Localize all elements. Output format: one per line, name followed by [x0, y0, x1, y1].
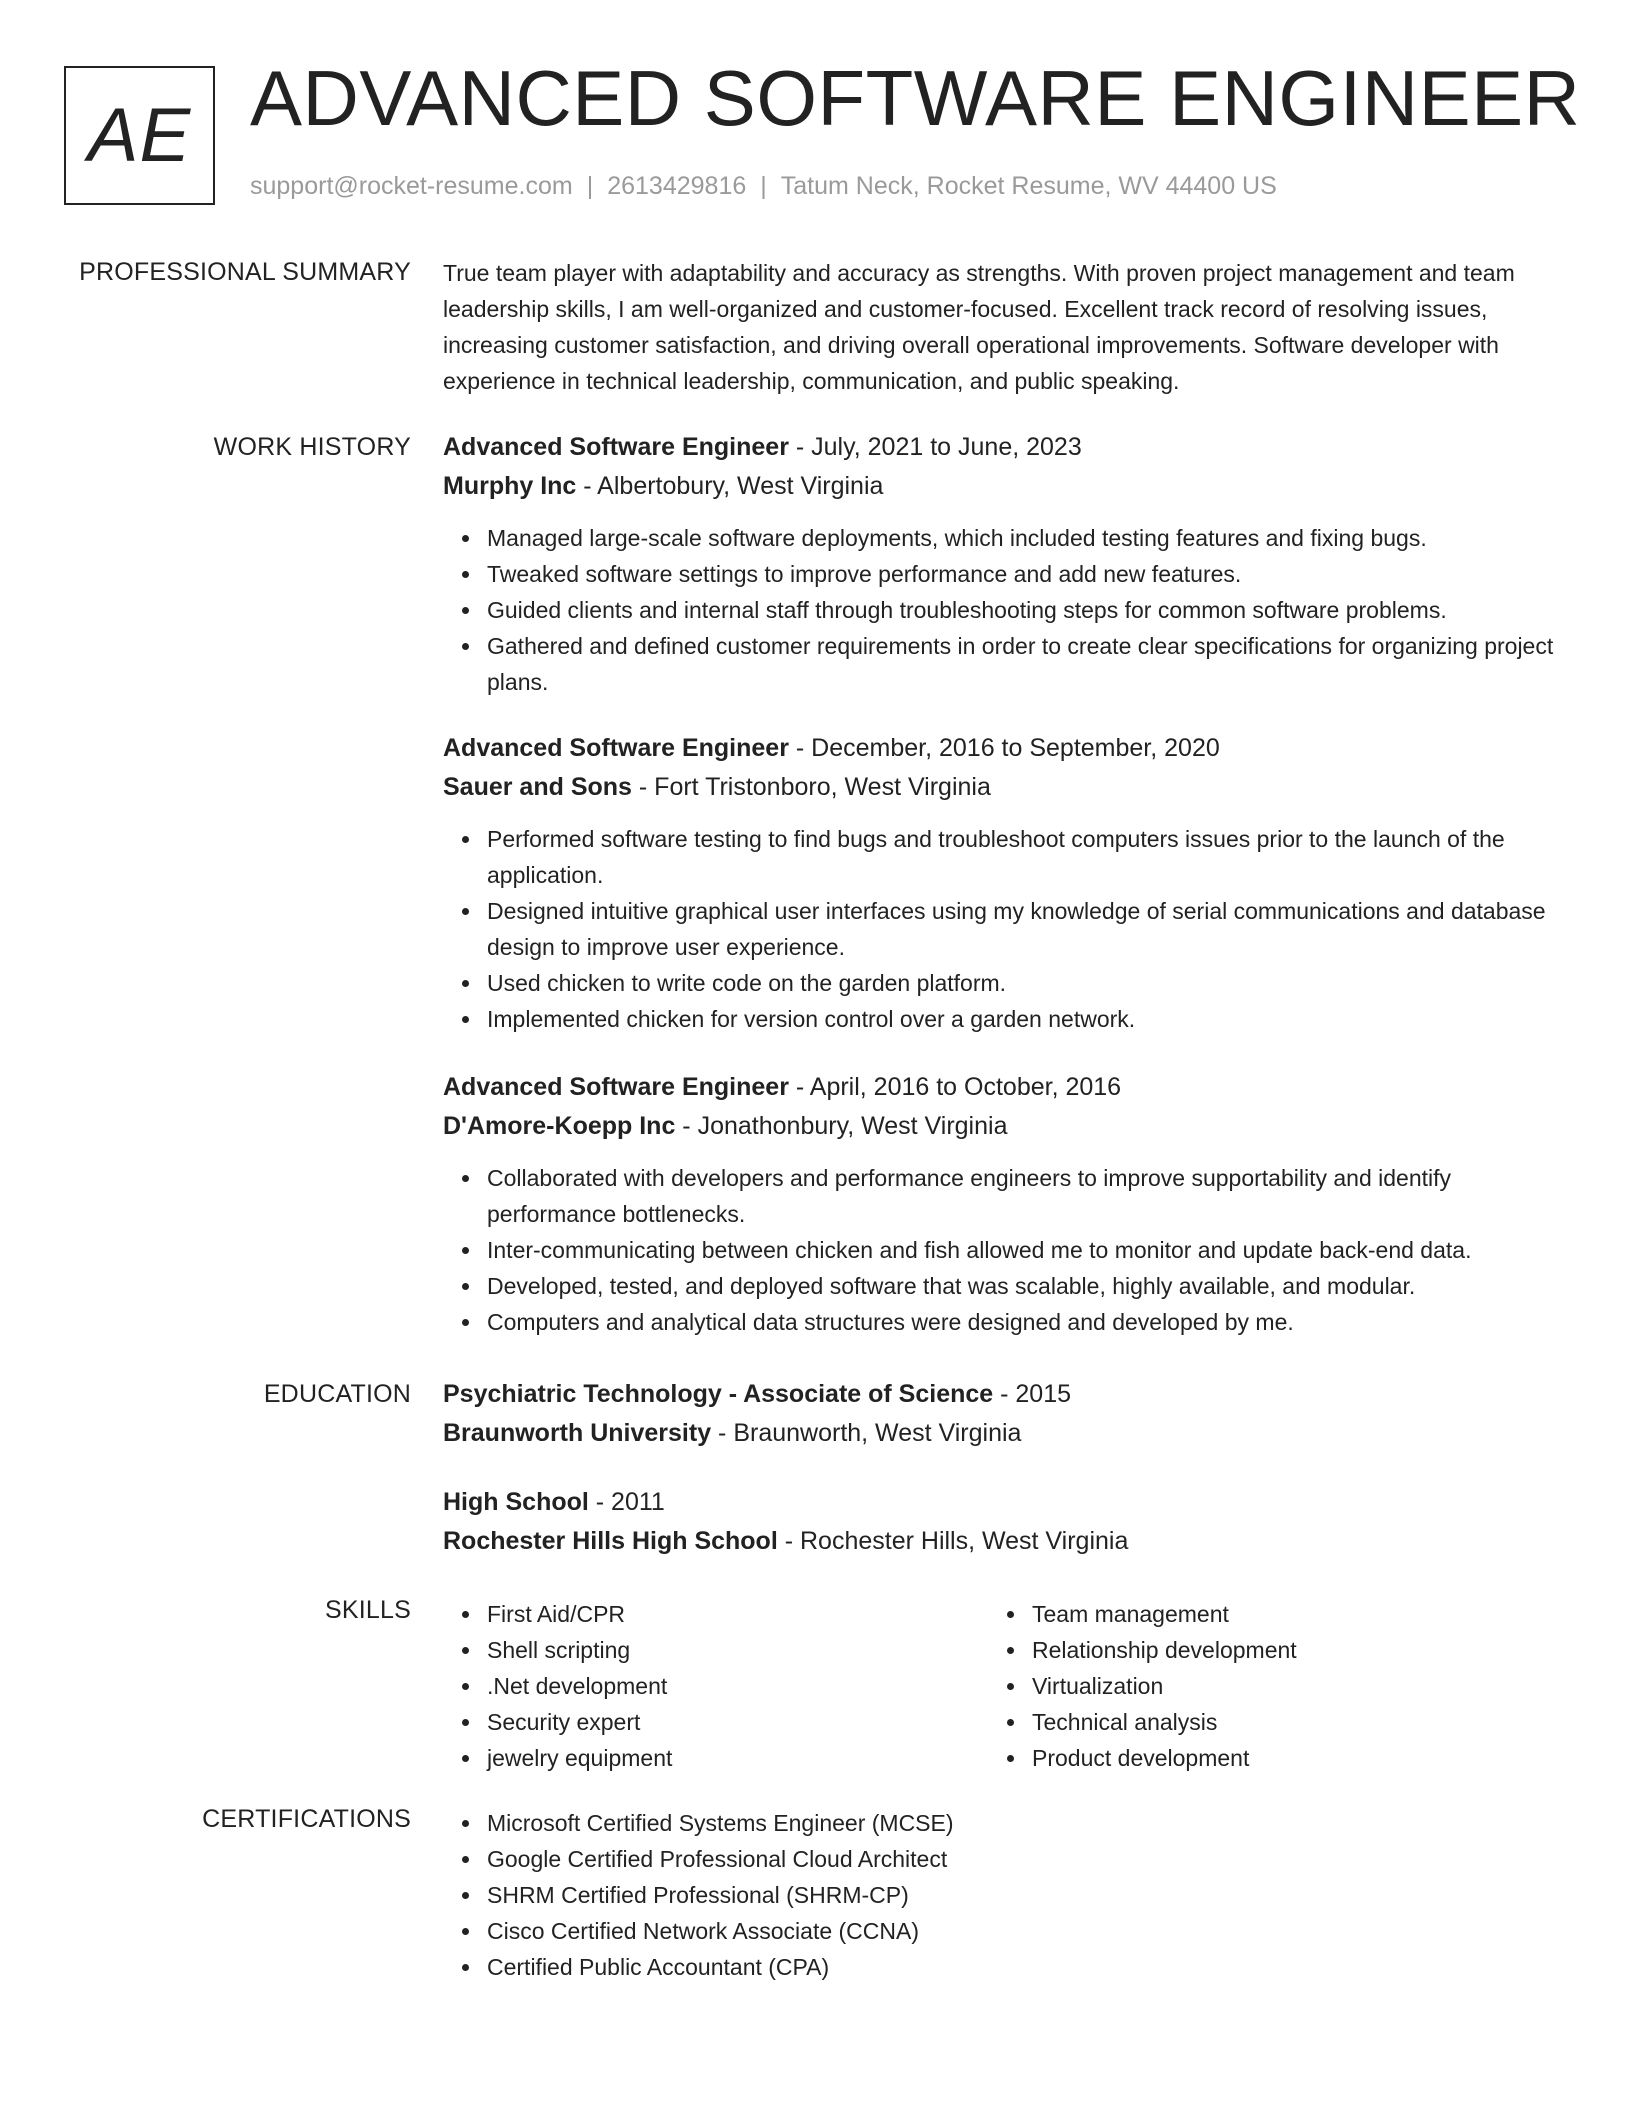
certification-item: Certified Public Accountant (CPA) — [487, 1949, 1563, 1985]
job-bullet: Collaborated with developers and performance engineers to improve supportability and identify performance bottlenecks. — [487, 1160, 1563, 1232]
skill-item: Team management — [1032, 1596, 1533, 1632]
section-label-certifications: CERTIFICATIONS — [202, 1805, 411, 1833]
section-label-education: EDUCATION — [263, 1380, 411, 1408]
education-school: Braunworth University — [443, 1419, 712, 1447]
job-dates: - April, 2016 to October, 2016 — [788, 1073, 1122, 1101]
education-year: - 2015 — [993, 1380, 1072, 1408]
job-entry — [443, 1068, 1563, 1340]
job-bullet: Managed large-scale software deployments, which included testing features and fixing bugs. — [487, 520, 1563, 556]
certifications-section — [443, 1805, 1563, 1985]
contact-phone[interactable]: 2613429816 — [607, 172, 747, 200]
education-entry — [443, 1483, 1563, 1561]
job-company-line — [443, 768, 1563, 807]
skill-item: Technical analysis — [1032, 1704, 1533, 1740]
job-title-line — [443, 729, 1563, 768]
education-degree: High School — [443, 1488, 589, 1516]
resume-title: ADVANCED SOFTWARE ENGINEER — [250, 54, 1581, 142]
education-degree-line — [443, 1483, 1563, 1522]
education-school-line — [443, 1522, 1563, 1561]
job-title: Advanced Software Engineer — [443, 734, 789, 762]
job-title-line — [443, 1068, 1563, 1107]
education-degree: Psychiatric Technology - Associate of Science — [443, 1380, 994, 1408]
summary-text: True team player with adaptability and accuracy as strengths. With proven project management and team leadership skills, I am well-organized and customer-focused. Excellent track record of resolving issues, increasing customer satisfaction, and driving overall operational improvements. Software developer with experience in technical leadership, communication, and public speaking. — [443, 260, 1515, 394]
job-company-line — [443, 467, 1563, 506]
job-entry — [443, 729, 1563, 1037]
job-title: Advanced Software Engineer — [443, 433, 789, 461]
job-bullet: Inter-communicating between chicken and fish allowed me to monitor and update back-end data. — [487, 1232, 1563, 1268]
job-dates: - July, 2021 to June, 2023 — [788, 433, 1082, 461]
skill-item: Virtualization — [1032, 1668, 1533, 1704]
job-title: Advanced Software Engineer — [443, 1073, 789, 1101]
skill-item: Security expert — [487, 1704, 988, 1740]
contact-email[interactable]: support@rocket-resume.com — [250, 172, 573, 200]
contact-separator: | — [760, 172, 767, 200]
skill-item: jewelry equipment — [487, 1740, 988, 1776]
job-bullet: Gathered and defined customer requirements in order to create clear specifications for organizing project plans. — [487, 628, 1563, 700]
education-entry — [443, 1375, 1563, 1453]
contact-line — [250, 172, 1277, 201]
skill-item: Relationship development — [1032, 1632, 1533, 1668]
summary-section — [443, 255, 1563, 399]
section-label-work-history: WORK HISTORY — [213, 433, 411, 461]
skill-item: Shell scripting — [487, 1632, 988, 1668]
monogram-box — [64, 66, 215, 205]
job-bullet: Guided clients and internal staff through troubleshooting steps for common software problems. — [487, 592, 1563, 628]
job-company: Murphy Inc — [443, 472, 577, 500]
skills-list — [443, 1596, 988, 1776]
certification-item: Google Certified Professional Cloud Architect — [487, 1841, 1563, 1877]
skills-column-left — [443, 1596, 988, 1776]
education-school-line — [443, 1414, 1563, 1453]
education-school: Rochester Hills High School — [443, 1527, 778, 1555]
skill-item: .Net development — [487, 1668, 988, 1704]
education-location: - Rochester Hills, West Virginia — [777, 1527, 1129, 1555]
job-bullet: Used chicken to write code on the garden platform. — [487, 965, 1563, 1001]
job-bullet: Tweaked software settings to improve performance and add new features. — [487, 556, 1563, 592]
monogram-initials: AE — [87, 93, 192, 178]
education-location: - Braunworth, West Virginia — [711, 1419, 1022, 1447]
contact-separator: | — [586, 172, 594, 200]
job-company-line — [443, 1107, 1563, 1146]
certification-item: Cisco Certified Network Associate (CCNA) — [487, 1913, 1563, 1949]
job-bullet: Performed software testing to find bugs and troubleshoot computers issues prior to the launch of the application. — [487, 821, 1563, 893]
skills-section — [443, 1596, 1563, 1776]
job-dates: - December, 2016 to September, 2020 — [788, 734, 1220, 762]
skills-column-right — [988, 1596, 1533, 1776]
section-label-summary: PROFESSIONAL SUMMARY — [79, 258, 411, 286]
job-bullet: Developed, tested, and deployed software that was scalable, highly available, and modular. — [487, 1268, 1563, 1304]
contact-address: Tatum Neck, Rocket Resume, WV 44400 US — [780, 172, 1277, 200]
job-bullet: Implemented chicken for version control over a garden network. — [487, 1001, 1563, 1037]
certification-item: SHRM Certified Professional (SHRM-CP) — [487, 1877, 1563, 1913]
job-bullets — [443, 1160, 1563, 1340]
skills-list — [988, 1596, 1533, 1776]
job-location: - Jonathonbury, West Virginia — [675, 1112, 1008, 1140]
job-location: - Albertobury, West Virginia — [576, 472, 884, 500]
job-bullets — [443, 520, 1563, 700]
education-degree-line — [443, 1375, 1563, 1414]
job-location: - Fort Tristonboro, West Virginia — [631, 773, 991, 801]
job-entry — [443, 428, 1563, 700]
section-label-skills: SKILLS — [325, 1596, 411, 1624]
certifications-list — [443, 1805, 1563, 1985]
skill-item: Product development — [1032, 1740, 1533, 1776]
certification-item: Microsoft Certified Systems Engineer (MCSE) — [487, 1805, 1563, 1841]
job-bullet: Computers and analytical data structures were designed and developed by me. — [487, 1304, 1563, 1340]
skill-item: First Aid/CPR — [487, 1596, 988, 1632]
job-bullet: Designed intuitive graphical user interfaces using my knowledge of serial communications and database design to improve user experience. — [487, 893, 1563, 965]
job-company: Sauer and Sons — [443, 773, 632, 801]
job-bullets — [443, 821, 1563, 1037]
job-company: D'Amore-Koepp Inc — [443, 1112, 676, 1140]
job-title-line — [443, 428, 1563, 467]
education-year: - 2011 — [588, 1488, 665, 1516]
